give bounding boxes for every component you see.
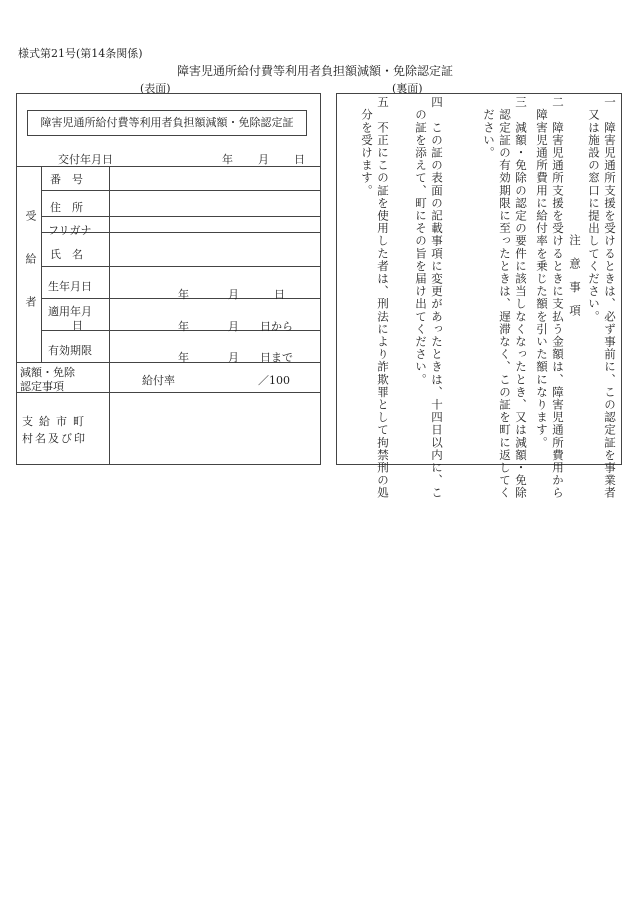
note-item-1: 一 障害児通所支援を受けるときは、必ず事前に、この認定証を事業者 又は施設の窓口に提出してください。: [587, 96, 617, 500]
reduction-label: 減額・免除: [20, 366, 75, 379]
front-side-label: (表面): [140, 82, 171, 95]
benefit-rate-value: ／100: [258, 374, 290, 387]
notes-heading: 注意事項: [568, 234, 582, 328]
municipality-label-2: 村名及び印: [22, 432, 87, 445]
document-title: 障害児通所給付費等利用者負担額減額・免除認定証: [176, 64, 453, 78]
back-notes-card: [336, 93, 622, 500]
applicable-month-label: 月: [228, 320, 239, 333]
form-number: 様式第21号(第14条関係): [18, 47, 143, 60]
note-item-2: 二 障害児通所支援を受けるときに支払う金額は、障害児通所費用から 障害児通所費用に給付率を乗じた額を引いた額になります。: [535, 96, 565, 500]
issue-day-label: 日: [294, 153, 305, 166]
expiry-day-until-label: 日まで: [260, 351, 293, 364]
benefit-rate-label: 給付率: [142, 374, 175, 387]
number-label: 番 号: [50, 173, 83, 186]
address-label: 住 所: [50, 201, 83, 214]
card-title-box: 障害児通所給付費等利用者負担額減額・免除認定証: [27, 110, 307, 136]
note-item-5: 五 不正にこの証を使用した者は、刑法により詐欺罪として拘禁刑の処 分を受けます。: [360, 96, 390, 500]
note-item-3: 三 減額・免除の認定の要件に該当しなくなったとき、又は減額・免除 認定証の有効期限に至ったときは、遅滞なく、この証を町に返してく ださい。: [482, 96, 528, 500]
issue-date-label: 交付年月日: [58, 153, 113, 166]
issue-month-label: 月: [258, 153, 269, 166]
expiry-month-label: 月: [228, 351, 239, 364]
expiry-label: 有効期限: [48, 344, 92, 357]
name-label: 氏 名: [50, 248, 83, 261]
municipality-label: 支給市町: [22, 415, 90, 428]
expiry-year-label: 年: [178, 351, 189, 364]
furigana-label: フリガナ: [48, 224, 92, 237]
recipient-label: 受給者: [24, 210, 37, 339]
birth-year-label: 年: [178, 288, 189, 301]
note-item-4: 四 この証の表面の記載事項に変更があったときは、十四日以内に、こ の証を添えて、町にその旨を届け出てください。: [414, 96, 444, 500]
birth-date-label: 生年月日: [48, 280, 92, 293]
reduction-label-2: 認定事項: [20, 380, 64, 393]
applicable-date-label: 適用年月: [48, 305, 92, 318]
back-side-label: (裏面): [392, 82, 423, 95]
applicable-date-label-2: 日: [72, 319, 83, 332]
applicable-year-label: 年: [178, 320, 189, 333]
birth-month-label: 月: [228, 288, 239, 301]
applicable-day-from-label: 日から: [260, 320, 293, 333]
issue-year-label: 年: [222, 153, 233, 166]
birth-day-label: 日: [274, 288, 285, 301]
